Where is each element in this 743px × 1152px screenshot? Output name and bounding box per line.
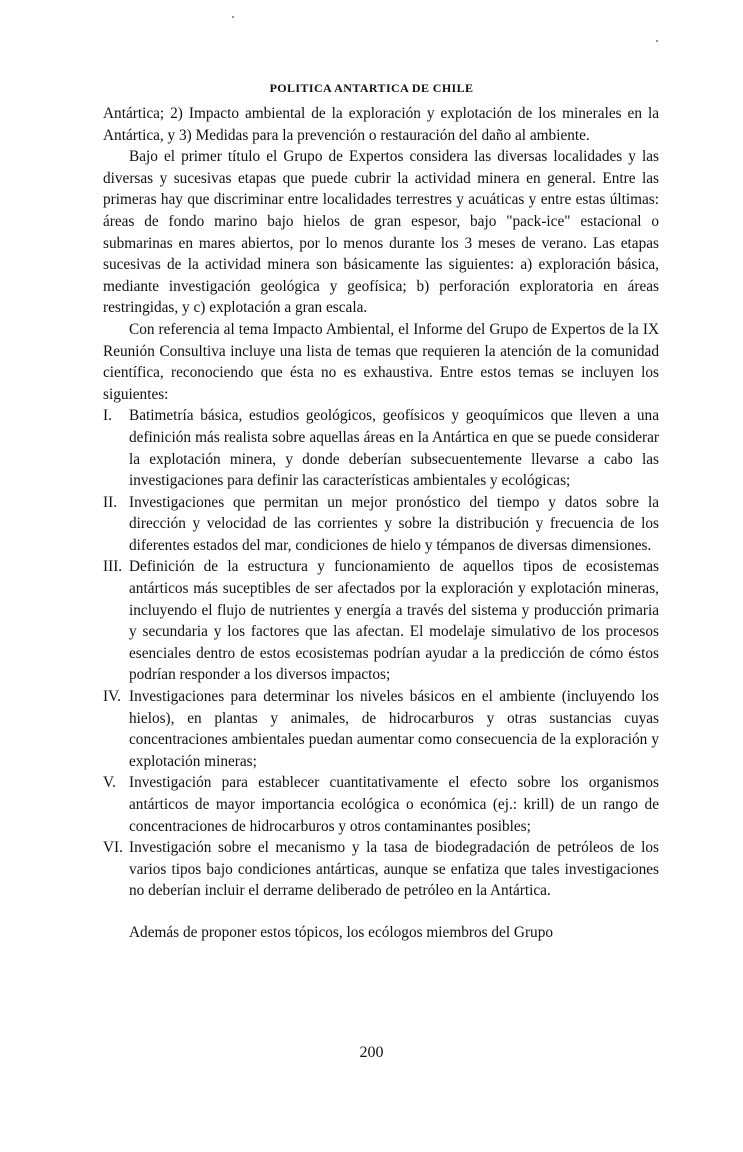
list-item-number: V. [103, 774, 116, 792]
list-item [103, 405, 659, 491]
list-item-text: Investigación para establecer cuantitativamente el efecto sobre los organismos antárticos de mayor importancia ecológica o económica (ej.: krill) de un rango de concentraciones de hidrocarburos y otros contaminantes posibles; [129, 774, 659, 835]
body-text [103, 103, 659, 944]
list-item-number: II. [103, 493, 118, 511]
list-item [103, 492, 659, 557]
list-item-text: Definición de la estructura y funcionamiento de aquellos tipos de ecosistemas antárticos más suceptibles de ser afectados por la exploración y explotación mineras, incluyendo el flujo de nutrientes y energía a través del sistema y producción primaria y secundaria y los factores que las afectan. El modelaje simulativo de los procesos esenciales dentro de estos ecosistemas podrían ayudar a la predicción de cómo éstos podrían responder a los diversos impactos; [129, 558, 659, 684]
list-item-text: Investigación sobre el mecanismo y la tasa de biodegradación de petróleos de los varios tipos bajo condiciones antárticas, aunque se enfatiza que tales investigaciones no deberían incluir el derrame deliberado de petróleo en la Antártica. [129, 839, 659, 900]
list-item [103, 837, 659, 902]
scan-speck [232, 16, 234, 18]
list-item [103, 686, 659, 772]
list-item-number: III. [103, 558, 123, 576]
paragraph-spacer [103, 902, 659, 922]
paragraph: Antártica; 2) Impacto ambiental de la exploración y explotación de los minerales en la Antártica, y 3) Medidas para la prevención o restauración del daño al ambiente. [103, 105, 659, 144]
list-item [103, 772, 659, 837]
paragraph: Con referencia al tema Impacto Ambiental, el Informe del Grupo de Expertos de la IX Reunión Consultiva incluye una lista de temas que requieren la atención de la comunidad científica, reconociendo que ésta no es exhaustiva. Entre estos temas se incluyen los siguientes: [103, 320, 659, 403]
list-item-text: Investigaciones para determinar los niveles básicos en el ambiente (incluyendo los hielos), en plantas y animales, de hidrocarburos y otras sustancias cuyas concentraciones ambientales puedan aumentar como consecuencia de la exploración y explotación mineras; [129, 688, 659, 770]
list-item [103, 556, 659, 686]
paragraph: Bajo el primer título el Grupo de Expertos considera las diversas localidades y las diversas y sucesivas etapas que puede cubrir la actividad minera en general. Entre las primeras hay que discriminar entre localidades terrestres y acuáticas y entre estas últimas: áreas de fondo marino bajo hielos de gran espesor, bajo "pack-ice" estacional o submarinas en mares abiertos, por lo menos durante los 3 meses de verano. Las etapas sucesivas de la actividad minera son básicamente las siguientes: a) exploración básica, mediante investigación geológica y geofísica; b) perforación exploratoria en áreas restringidas, y c) explotación a gran escala. [103, 148, 659, 317]
numbered-list [103, 405, 659, 902]
list-item-number: IV. [103, 688, 121, 706]
list-item-text: Batimetría básica, estudios geológicos, geofísicos y geoquímicos que lleven a una definición más realista sobre aquellas áreas en la Antártica en que se puede considerar la explotación minera, y donde deberían subsecuentemente llevarse a cabo las investigaciones para definir las características ambientales y ecológicas; [129, 407, 659, 490]
list-item-text: Investigaciones que permitan un mejor pronóstico del tiempo y datos sobre la dirección y velocidad de las corrientes y sobre la distribución y frecuencia de los diferentes estados del mar, condiciones de hielo y témpanos de diversas dimensiones. [129, 493, 659, 554]
running-header: POLITICA ANTARTICA DE CHILE [269, 81, 474, 95]
list-item-number: VI. [103, 839, 123, 857]
page-number: 200 [359, 1044, 384, 1061]
paragraph: Además de proponer estos tópicos, los ecólogos miembros del Grupo [129, 923, 553, 941]
scan-speck [656, 40, 658, 42]
list-item-number: I. [103, 407, 112, 425]
